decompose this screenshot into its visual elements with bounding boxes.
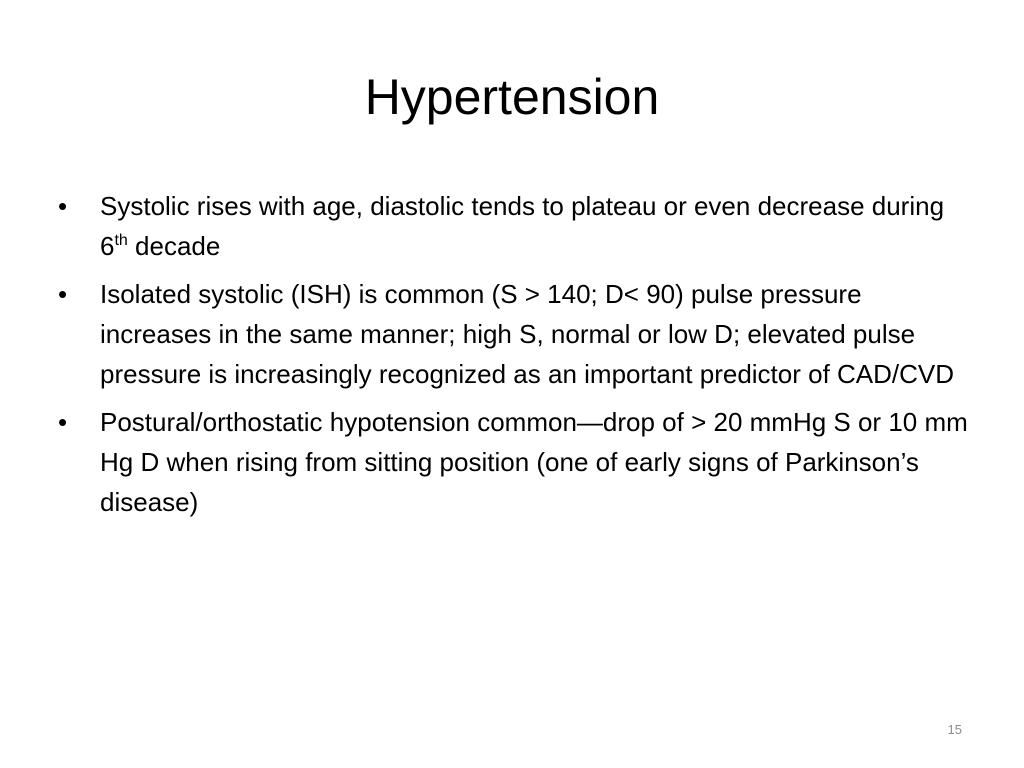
bullet-marker: • xyxy=(58,191,68,221)
bullet-item-3 xyxy=(58,402,978,522)
bullet-text-part: decade xyxy=(127,231,221,261)
superscript-ordinal: th xyxy=(114,232,128,249)
slide-title: Hypertension xyxy=(364,69,660,125)
page-number: 15 xyxy=(947,722,962,737)
bullet-item-1 xyxy=(58,186,978,266)
bullet-text: Isolated systolic (ISH) is common (S > 140; D< 90) pulse pressure increases in the same manner; high S, normal or low D; elevated pulse pressure is increasingly recognized as an important predictor of CAD/CVD xyxy=(100,279,955,389)
bullet-marker: • xyxy=(58,279,68,309)
bullet-text-part: Systolic rises with age, diastolic tends to plateau or even decrease during 6 xyxy=(100,191,945,261)
bullet-list xyxy=(58,186,978,530)
bullet-item-2 xyxy=(58,274,978,394)
bullet-text xyxy=(100,191,944,261)
bullet-marker: • xyxy=(58,407,68,437)
bullet-text: Postural/orthostatic hypotension common—drop of > 20 mmHg S or 10 mm Hg D when rising from sitting position (one of early signs of Parkinson’s disease) xyxy=(100,407,968,517)
